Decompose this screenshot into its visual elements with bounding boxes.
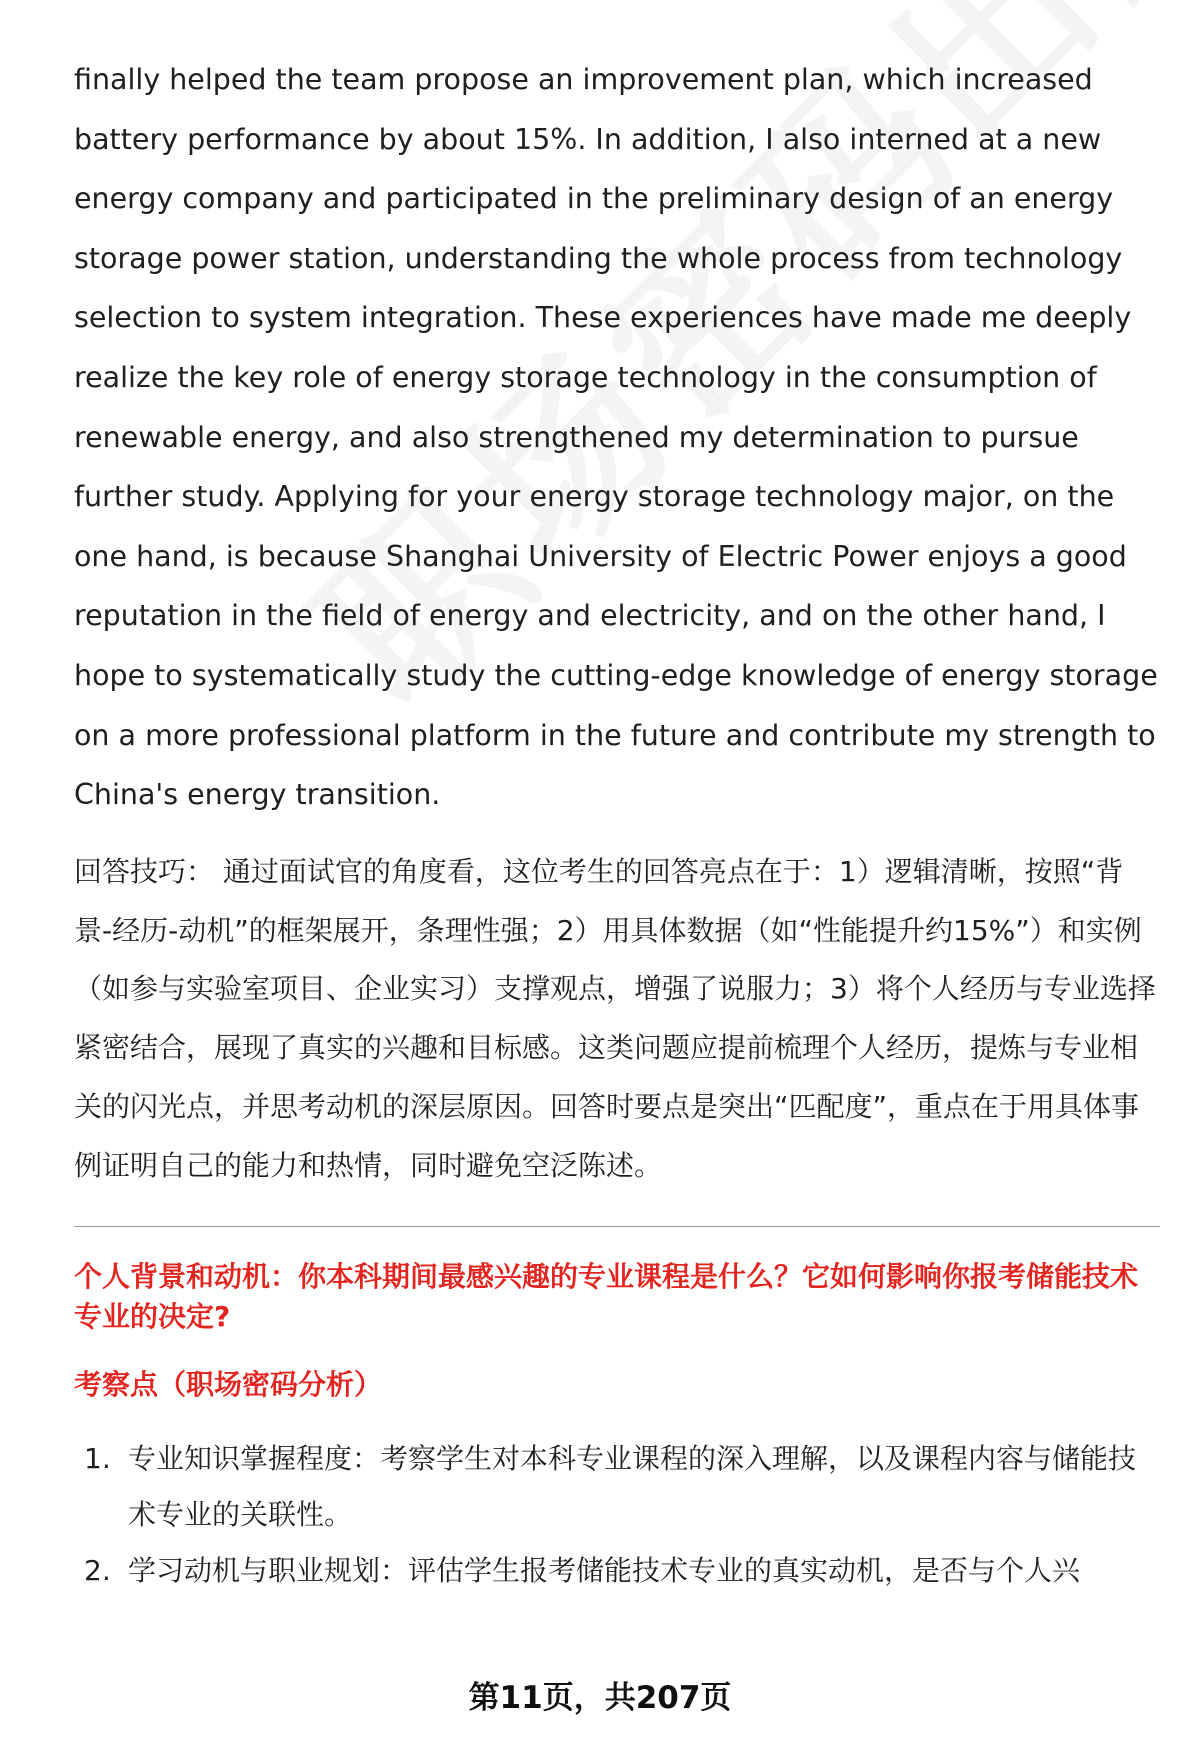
question-heading: 个人背景和动机：你本科期间最感兴趣的专业课程是什么？它如何影响你报考储能技术专业的决定? <box>74 1259 1139 1333</box>
section-divider <box>74 1226 1160 1227</box>
exam-point-text: 学习动机与职业规划：评估学生报考储能技术专业的真实动机，是否与个人兴 <box>128 1553 1081 1587</box>
exam-point-text: 专业知识掌握程度：考察学生对本科专业课程的深入理解，以及课程内容与储能技术专业的关联性。 <box>128 1441 1137 1531</box>
exam-point-item <box>74 1431 1160 1543</box>
exam-point-number: 2. <box>84 1553 111 1587</box>
exam-point-number: 1. <box>84 1441 111 1475</box>
exam-points-heading: 考察点（职场密码分析） <box>74 1367 383 1401</box>
answer-tips-paragraph: 回答技巧： 通过面试官的角度看，这位考生的回答亮点在于：1）逻辑清晰，按照“背景-经历-动机”的框架展开，条理性强；2）用具体数据（如“性能提升约15%”）和实例（如参与实验室项目、企业实习）支撑观点，增强了说服力；3）将个人经历与专业选择紧密结合，展现了真实的兴趣和目标感。这类问题应提前梳理个人经历，提炼与专业相关的闪光点，并思考动机的深层原因。回答时要点是突出“匹配度”，重点在于用具体事例证明自己的能力和热情，同时避免空泛陈述。 <box>74 854 1156 1182</box>
exam-points-list <box>74 1431 1160 1599</box>
page-number-footer: 第11页，共207页 <box>468 1680 732 1716</box>
exam-point-item <box>74 1543 1160 1599</box>
answer-paragraph: finally helped the team propose an improvement plan, which increased battery performance by about 15%. In addition, I also interned at a new energy company and participated in the preliminary design of an energy storage power station, understanding the whole process from technology selection to system integration. These experiences have made me deeply realize the key role of energy storage technology in the consumption of renewable energy, and also strengthened my determination to pursue further study. Applying for your energy storage technology major, on the one hand, is because Shanghai University of Electric Power enjoys a good reputation in the field of energy and electricity, and on the other hand, I hope to systematically study the cutting-edge knowledge of energy storage on a more professional platform in the future and contribute my strength to China's energy transition. <box>74 63 1158 812</box>
document-page <box>74 50 1160 1599</box>
